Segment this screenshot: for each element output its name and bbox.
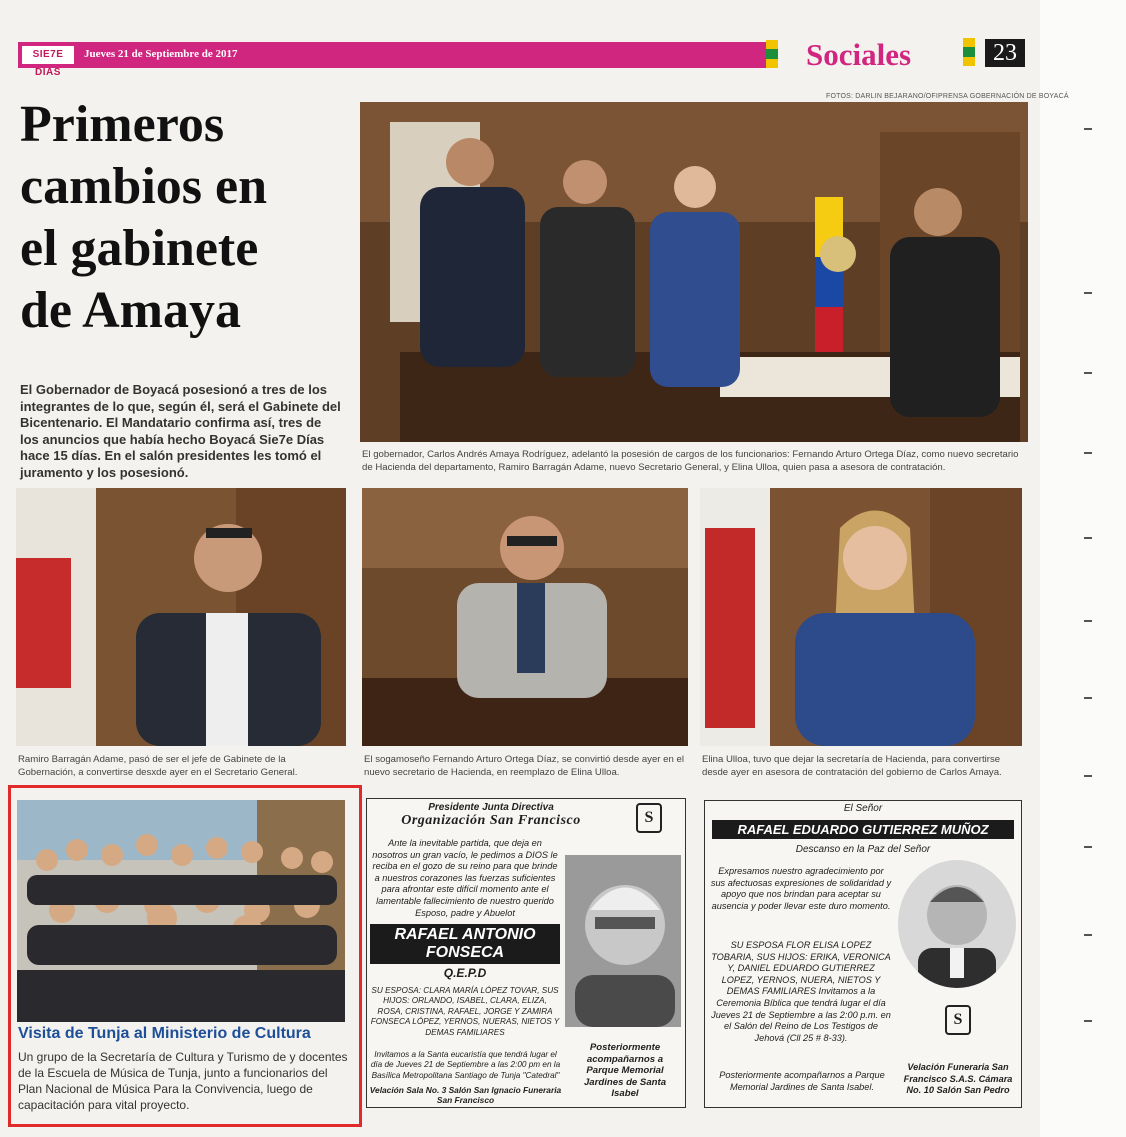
obituary2-heading: El Señor [843,803,883,814]
portrait-photo-ortega [362,488,688,746]
issue-date: Jueves 21 de Septiembre de 2017 [84,48,238,60]
san-francisco-logo-icon: S [945,1005,971,1035]
article-lede: El Gobernador de Boyacá posesionó a tres de los integrantes de lo que, según él, será el Gabinete del Bicentenario. El Mandatario confirma así, tres de los anuncios que había hecho Boyacá Sie7e Días hace 15 días. En el salón presidentes les tomó el juramento y los posesionó. [20,382,341,480]
headline-line: el gabinete [20,220,259,277]
group-photo [17,800,345,1022]
portrait-photo-barragan [16,488,346,746]
photo-credit: FOTOS: DARLIN BEJARANO/OFIPRENSA GOBERNACIÓN DE BOYACÁ [826,93,1069,100]
newspaper-logo: SIE7E DIAS [22,46,74,64]
headline-line: de Amaya [20,282,241,339]
obituary2-rest: Descanso en la Paz del Señor [795,844,931,855]
caption-ulloa: Elina Ulloa, tuvo que dejar la secretaría de Hacienda, para convertirse desde ayer en asesora de contratación del gobierno de Carlos Amaya. [702,754,1002,778]
headline [20,94,350,342]
obituary-family: SU ESPOSA: CLARA MARÍA LÓPEZ TOVAR, SUS HIJOS: ORLANDO, ISABEL, CLARA, ELIZA, ROSA, CRISTINA, RAFAEL, JORGE Y ZAMIRA FONSECA LÓPEZ, YERNOS, NUERAS, NIETOS Y DEMAS FAMILIARES [370,986,560,1037]
page-edge [1040,0,1126,1137]
portrait-photo-ulloa [700,488,1022,746]
headline-line: cambios en [20,158,267,215]
obituary-organization: Organización San Francisco [401,813,581,828]
flag-strip-icon [963,38,975,66]
obituary2-thanks: Expresamos nuestro agradecimiento por sus afectuosas expresiones de solidaridad y apoyo que nos brindan para aceptar su ausencia y poder llevar este duro momento. [710,866,892,911]
obituary2-funeral-home: Velación Funeraria San Francisco S.A.S. Cámara No. 10 Salón San Pedro [903,1062,1013,1096]
main-photo [360,102,1028,442]
san-francisco-logo-icon: S [636,803,662,833]
main-photo-caption: El gobernador, Carlos Andrés Amaya Rodríguez, adelantó la posesión de cargos de los funcionarios: Fernando Arturo Ortega Díaz, como nuevo secretario de Hacienda del departamento, Ramiro Barragán Adame, nuevo Secretario General, y Elina Ulloa, quien pasa a asesora de contratación. [362,449,1019,473]
deceased-name-fonseca: RAFAEL ANTONIO FONSECA [370,924,560,964]
headline-line: Primeros [20,96,225,153]
obituary-velacion: Velación Sala No. 3 Salón San Ignacio Funeraria San Francisco [369,1085,562,1106]
flag-strip-icon [766,40,778,68]
obituary-intro: Ante la inevitable partida, que deja en nosotros un gran vacío, le pedimos a DIOS le reciba en el gozo de su reino para que brinde a nuestros corazones las fuerzas suficientes para afrontar este difícil momento ante el lamentable fallecimiento de nuestro querido Esposo, padre y Abuelot [372,838,558,918]
deceased-name-gutierrez: RAFAEL EDUARDO GUTIERREZ MUÑOZ [712,820,1014,839]
page-number: 23 [985,39,1025,67]
visit-article-text: Un grupo de la Secretaría de Cultura y Turismo de y docentes de la Escuela de Música de Tunja, junto a funcionarios del Plan Nacional de Música Para la Convivencia, luego de capacitación para vital proyecto. [18,1050,348,1112]
obituary-invitation: Invitamos a la Santa eucaristía que tendrá lugar el día de Jueves 21 de Septiembre a las 2:00 pm en la Basílica Metropolitana Santiago de Tunja "Catedral" [370,1050,561,1080]
caption-barragan: Ramiro Barragán Adame, pasó de ser el jefe de Gabinete de la Gobernación, a convertirse desxde ayer en el Secretario General. [18,754,298,778]
section-title: Sociales [806,37,912,72]
obituary2-family: SU ESPOSA FLOR ELISA LOPEZ TOBARIA, SUS HIJOS: ERIKA, VERONICA Y, DANIEL EDUARDO GUTIERREZ LOPEZ, YERNOS, NUERA, NIETOS Y DEMAS FAMILIARES Invitamos a la Ceremonia Bíblica que tendrá lugar el día Jueves 21 de Septiembre a las 2:00 p.m. en el Salón del Reino de Los Testigos de Jehová (Cll 25 # 8-33). [711,940,891,1043]
obituary2-burial: Posteriormente acompañarnos a Parque Memorial Jardines de Santa Isabel. [719,1070,885,1092]
deceased-portrait-gutierrez [898,860,1016,988]
visit-article-title: Visita de Tunja al Ministerio de Cultura [18,1025,311,1042]
obituary-burial: Posteriormente acompañarnos a Parque Memorial Jardines de Santa Isabel [583,1042,667,1099]
deceased-portrait-fonseca [565,855,681,1027]
obituary-header-role: Presidente Junta Directiva [428,802,554,813]
obituary-qepd: Q.E.P.D [443,966,487,980]
caption-ortega: El sogamoseño Fernando Arturo Ortega Díaz, se convirtió desde ayer en el nuevo secretario de Hacienda, en reemplazo de Elina Ulloa. [364,754,684,778]
